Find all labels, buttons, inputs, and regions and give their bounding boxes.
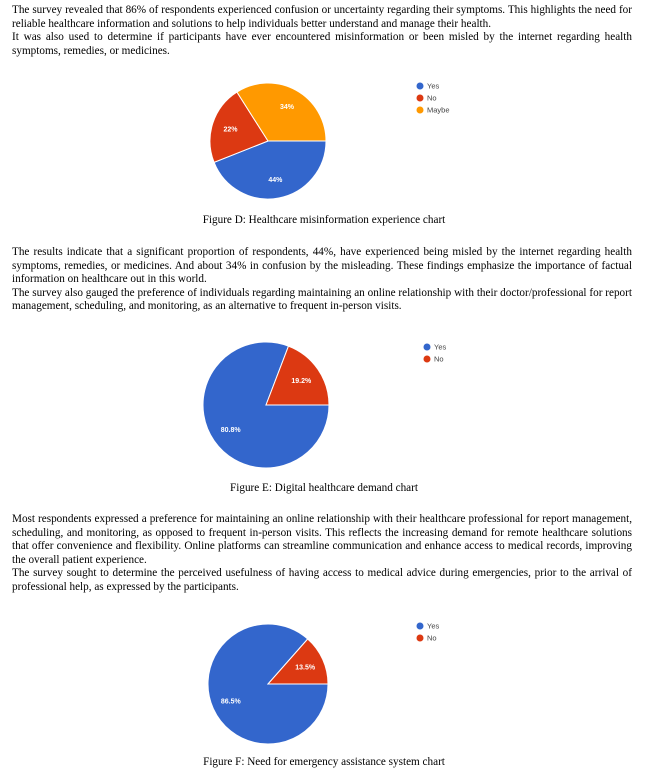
legend-label: No	[434, 354, 444, 364]
paragraph: Most respondents expressed a preference for maintaining an online relationship with their healthcare professional for report management, scheduling, and monitoring, as opposed to frequent in-person visits. This reflects the increasing demand for remote healthcare solutions that offer convenience and flexibility. Online platforms can streamline communication and enhance access to medical records, improving the overall patient experience.	[12, 513, 632, 566]
legend-label: No	[427, 93, 437, 103]
legend-marker	[417, 107, 424, 114]
pie-chart-digital-demand	[0, 340, 648, 475]
legend-label: Yes	[427, 621, 440, 631]
slice-label: 22%	[223, 126, 238, 134]
slice-label: 19.2%	[291, 378, 312, 386]
pie-chart-misinformation	[0, 80, 648, 210]
paragraph: The survey revealed that 86% of respondents experienced confusion or uncertainty regarding their symptoms. This highlights the need for reliable healthcare information and solutions to help individuals better understand and manage their health.	[12, 4, 632, 30]
legend-marker	[417, 83, 424, 90]
paragraph: The survey also gauged the preference of individuals regarding maintaining an online relationship with their doctor/professional for report management, scheduling, and monitoring, as an alternative to frequent in-person visits.	[12, 286, 632, 312]
slice-label: 44%	[268, 177, 283, 185]
slice-label: 80.8%	[220, 426, 241, 434]
figure-caption-d: Figure D: Healthcare misinformation experience chart	[202, 214, 446, 226]
paragraph: It was also used to determine if participants have ever encountered misinformation or been misled by the internet regarding health symptoms, remedies, or medicines.	[12, 31, 632, 57]
paragraph: The results indicate that a significant proportion of respondents, 44%, have experienced being misled by the internet regarding health symptoms, remedies, or medicines. And about 34% in confusion by the misleading. These findings emphasize the importance of factual information on healthcare out in this world.	[12, 246, 632, 285]
legend-marker	[424, 356, 431, 363]
legend-marker	[417, 95, 424, 102]
slice-label: 13.5%	[295, 664, 316, 672]
paragraph-block-2	[12, 246, 632, 314]
pie-chart-emergency-need	[0, 618, 648, 746]
figure-caption-f: Figure F: Need for emergency assistance system chart	[203, 756, 445, 768]
legend-label: Yes	[427, 81, 440, 91]
slice-label: 34%	[279, 103, 295, 111]
legend-label: Yes	[434, 342, 447, 352]
legend-marker	[417, 635, 424, 642]
figure-caption-e: Figure E: Digital healthcare demand chart	[230, 482, 418, 494]
legend-label: Maybe	[427, 105, 450, 115]
paragraph-block-1	[12, 4, 632, 58]
legend-label: No	[427, 633, 437, 643]
legend-marker	[417, 623, 424, 630]
slice-label: 86.5%	[220, 698, 241, 706]
paragraph: The survey sought to determine the perceived usefulness of having access to medical advice during emergencies, prior to the arrival of professional help, as expressed by the participants.	[12, 567, 632, 593]
paragraph-block-3	[12, 513, 632, 594]
legend-marker	[424, 344, 431, 351]
